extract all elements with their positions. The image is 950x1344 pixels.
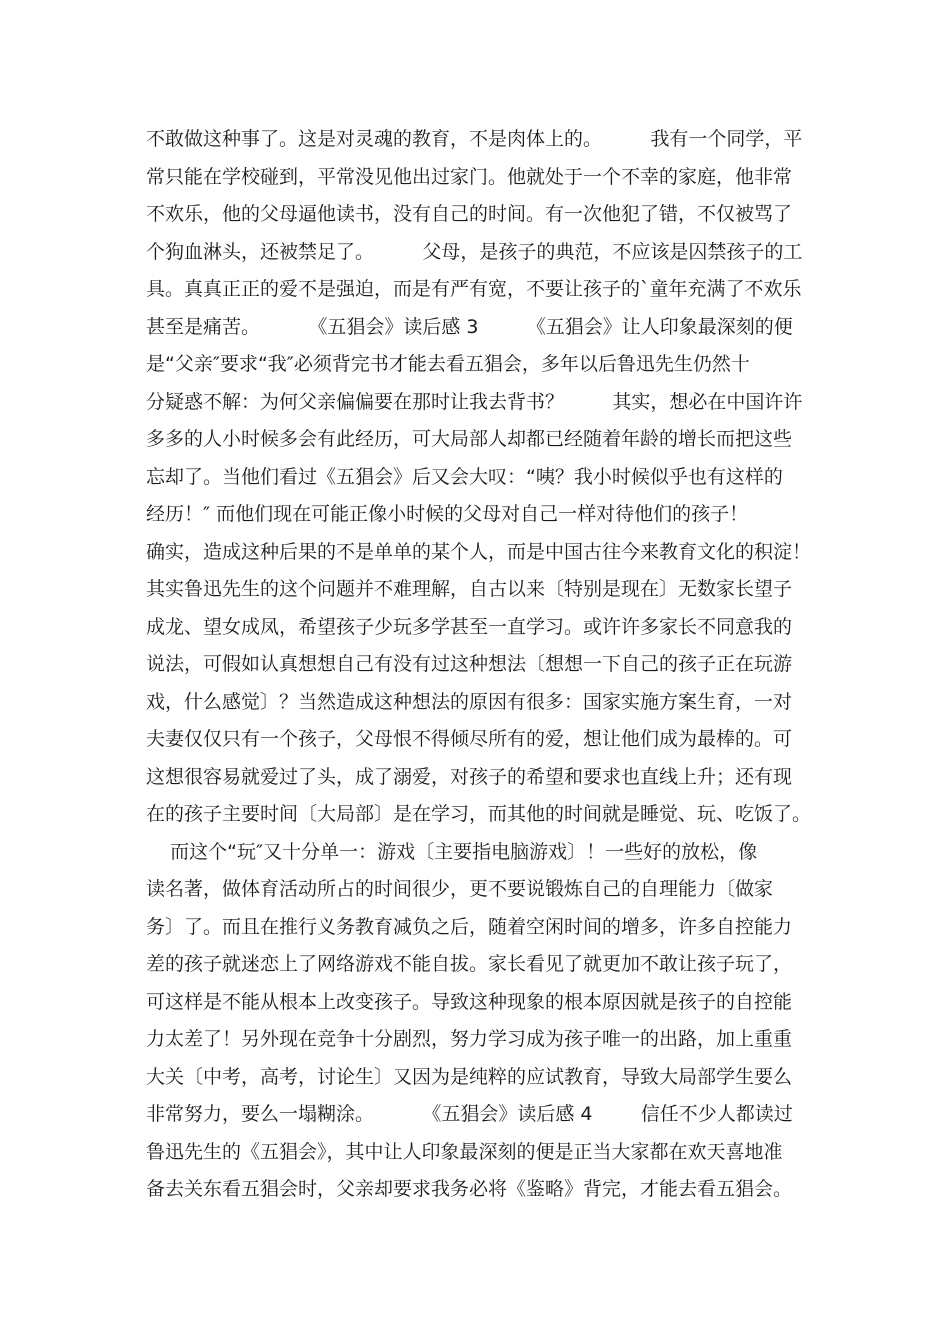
text-line: 大关〔中考，高考，讨论生〕又因为是纯粹的应试教育，导致大局部学生要么 (146, 1065, 793, 1088)
essay-body (146, 121, 816, 1209)
text-line: 常只能在学校碰到，平常没见他出过家门。他就处于一个不幸的家庭，他非常 (146, 165, 793, 188)
text-line: 是“父亲″要求“我″必须背完书才能去看五猖会，多年以后鲁迅先生仍然十 (146, 353, 750, 375)
text-line: 多多的人小时候多会有此经历，可大局部人却都已经随着年龄的增长而把这些 (146, 428, 793, 450)
text-line: 其实鲁迅先生的这个问题并不难理解，自古以来〔特别是现在〕无数家长望子 (146, 578, 793, 600)
text-line: 差的孩子就迷恋上了网络游戏不能自拔。家长看见了就更加不敢让孩子玩了， (146, 953, 793, 975)
text-line: 鲁迅先生的《五猖会》，其中让人印象最深刻的便是正当大家都在欢天喜地准 (146, 1140, 783, 1163)
text-line: 经历！″ 而他们现在可能正像小时候的父母对自己一样对待他们的孩子！ (146, 503, 749, 525)
text-line: 具。真真正正的爱不是强迫，而是有严有宽，不要让孩子的`童年充满了不欢乐 (146, 278, 802, 300)
text-line: 戏，什么感觉〕？当然造成这种想法的原因有很多：国家实施方案生育，一对 (146, 690, 793, 713)
text-line: 备去关东看五猖会时，父亲却要求我务必将《鉴略》背完，才能去看五猖会。 (146, 1178, 793, 1200)
text-line: 可这样是不能从根本上改变孩子。导致这种现象的根本原因就是孩子的自控能 (146, 990, 793, 1013)
text-line: 这想很容易就爱过了头，成了溺爱，对孩子的希望和要求也直线上升；还有现 (146, 765, 793, 788)
text-line: 非常努力，要么一塌糊涂。 《五猖会》读后感 4 信任不少人都读过 (146, 1103, 793, 1125)
text-line: 而这个“玩″又十分单一：游戏〔主要指电脑游戏〕！一些好的放松，像 (146, 840, 758, 863)
text-line: 不敢做这种事了。这是对灵魂的教育，不是肉体上的。 我有一个同学，平 (146, 128, 803, 150)
text-line: 说法，可假如认真想想自己有没有过这种想法〔想想一下自己的孩子正在玩游 (146, 653, 793, 675)
text-line: 个狗血淋头，还被禁足了。 父母，是孩子的典范，不应该是囚禁孩子的工 (146, 240, 803, 263)
text-line: 在的孩子主要时间〔大局部〕是在学习，而其他的时间就是睡觉、玩、吃饭了。 (146, 803, 812, 825)
text-line: 成龙、望女成凤，希望孩子少玩多学甚至一直学习。或许许多家长不同意我的 (146, 615, 793, 638)
text-line: 务〕了。而且在推行义务教育减负之后，随着空闲时间的增多，许多自控能力 (146, 915, 793, 938)
text-line: 确实，造成这种后果的不是单单的某个人，而是中国古往今来教育文化的积淀！ (146, 540, 812, 563)
text-line: 分疑惑不解：为何父亲偏偏要在那时让我去背书？ 其实，想必在中国许许 (146, 390, 803, 413)
text-line: 读名著，做体育活动所占的时间很少，更不要说锻炼自己的自理能力〔做家 (146, 878, 774, 900)
text-line: 力太差了！另外现在竞争十分剧烈，努力学习成为孩子唯一的出路，加上重重 (146, 1028, 793, 1050)
text-line: 不欢乐，他的父母逼他读书，没有自己的时间。有一次他犯了错，不仅被骂了 (146, 203, 793, 225)
text-line: 夫妻仅仅只有一个孩子，父母恨不得倾尽所有的爱，想让他们成为最棒的。可 (146, 728, 793, 750)
text-line: 忘却了。当他们看过《五猖会》后又会大叹：“咦？我小时候似乎也有这样的 (146, 465, 783, 488)
text-line: 甚至是痛苦。 《五猖会》读后感 3 《五猖会》让人印象最深刻的便 (146, 315, 793, 338)
